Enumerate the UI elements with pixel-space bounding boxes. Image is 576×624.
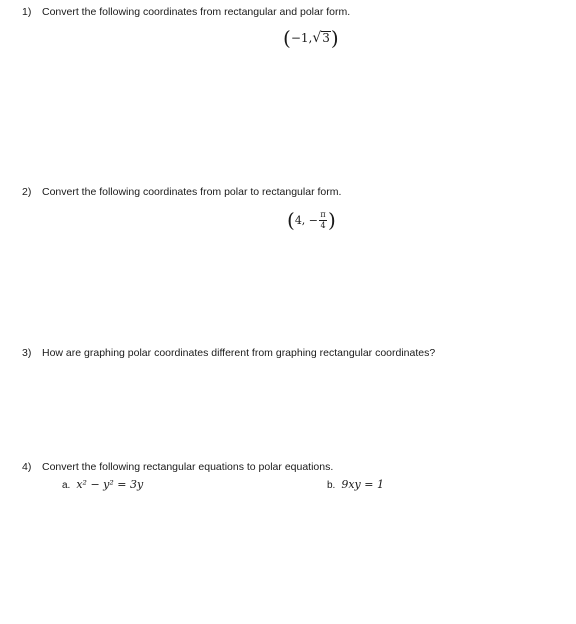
fraction-numerator: π <box>320 209 326 219</box>
r-value: 4, − <box>294 213 319 227</box>
part-label: b. <box>327 480 336 491</box>
q2-coordinates <box>287 210 336 230</box>
x-value: −1, <box>290 31 313 45</box>
question-text: Convert the following coordinates from rectangular and polar form. <box>42 6 351 18</box>
fraction-denominator: 4 <box>320 220 326 230</box>
question-number: 2) <box>22 186 32 198</box>
question-2 <box>22 186 341 198</box>
question-number: 4) <box>22 461 32 473</box>
question-number: 3) <box>22 347 32 359</box>
open-paren: ( <box>287 208 295 232</box>
q4-part-a <box>62 478 143 491</box>
radicand: 3 <box>322 30 330 45</box>
open-paren: ( <box>283 26 291 50</box>
question-number: 1) <box>22 6 32 18</box>
part-label: a. <box>62 480 71 491</box>
question-text: How are graphing polar coordinates different from graphing rectangular coordinates? <box>42 347 436 359</box>
part-equation: 9xy = 1 <box>341 478 384 491</box>
radical-sign-icon: √ <box>312 30 322 46</box>
question-text: Convert the following coordinates from polar to rectangular form. <box>42 186 342 198</box>
q1-coordinates <box>283 28 339 48</box>
part-equation: x² − y² = 3y <box>76 478 144 491</box>
question-1 <box>22 6 350 18</box>
angle-fraction <box>319 211 327 230</box>
close-paren: ) <box>328 208 336 232</box>
question-text: Convert the following rectangular equations to polar equations. <box>42 461 334 473</box>
square-root <box>312 31 331 45</box>
question-4 <box>22 461 333 473</box>
close-paren: ) <box>330 26 339 50</box>
question-3 <box>22 347 435 359</box>
q4-part-b <box>327 478 384 491</box>
